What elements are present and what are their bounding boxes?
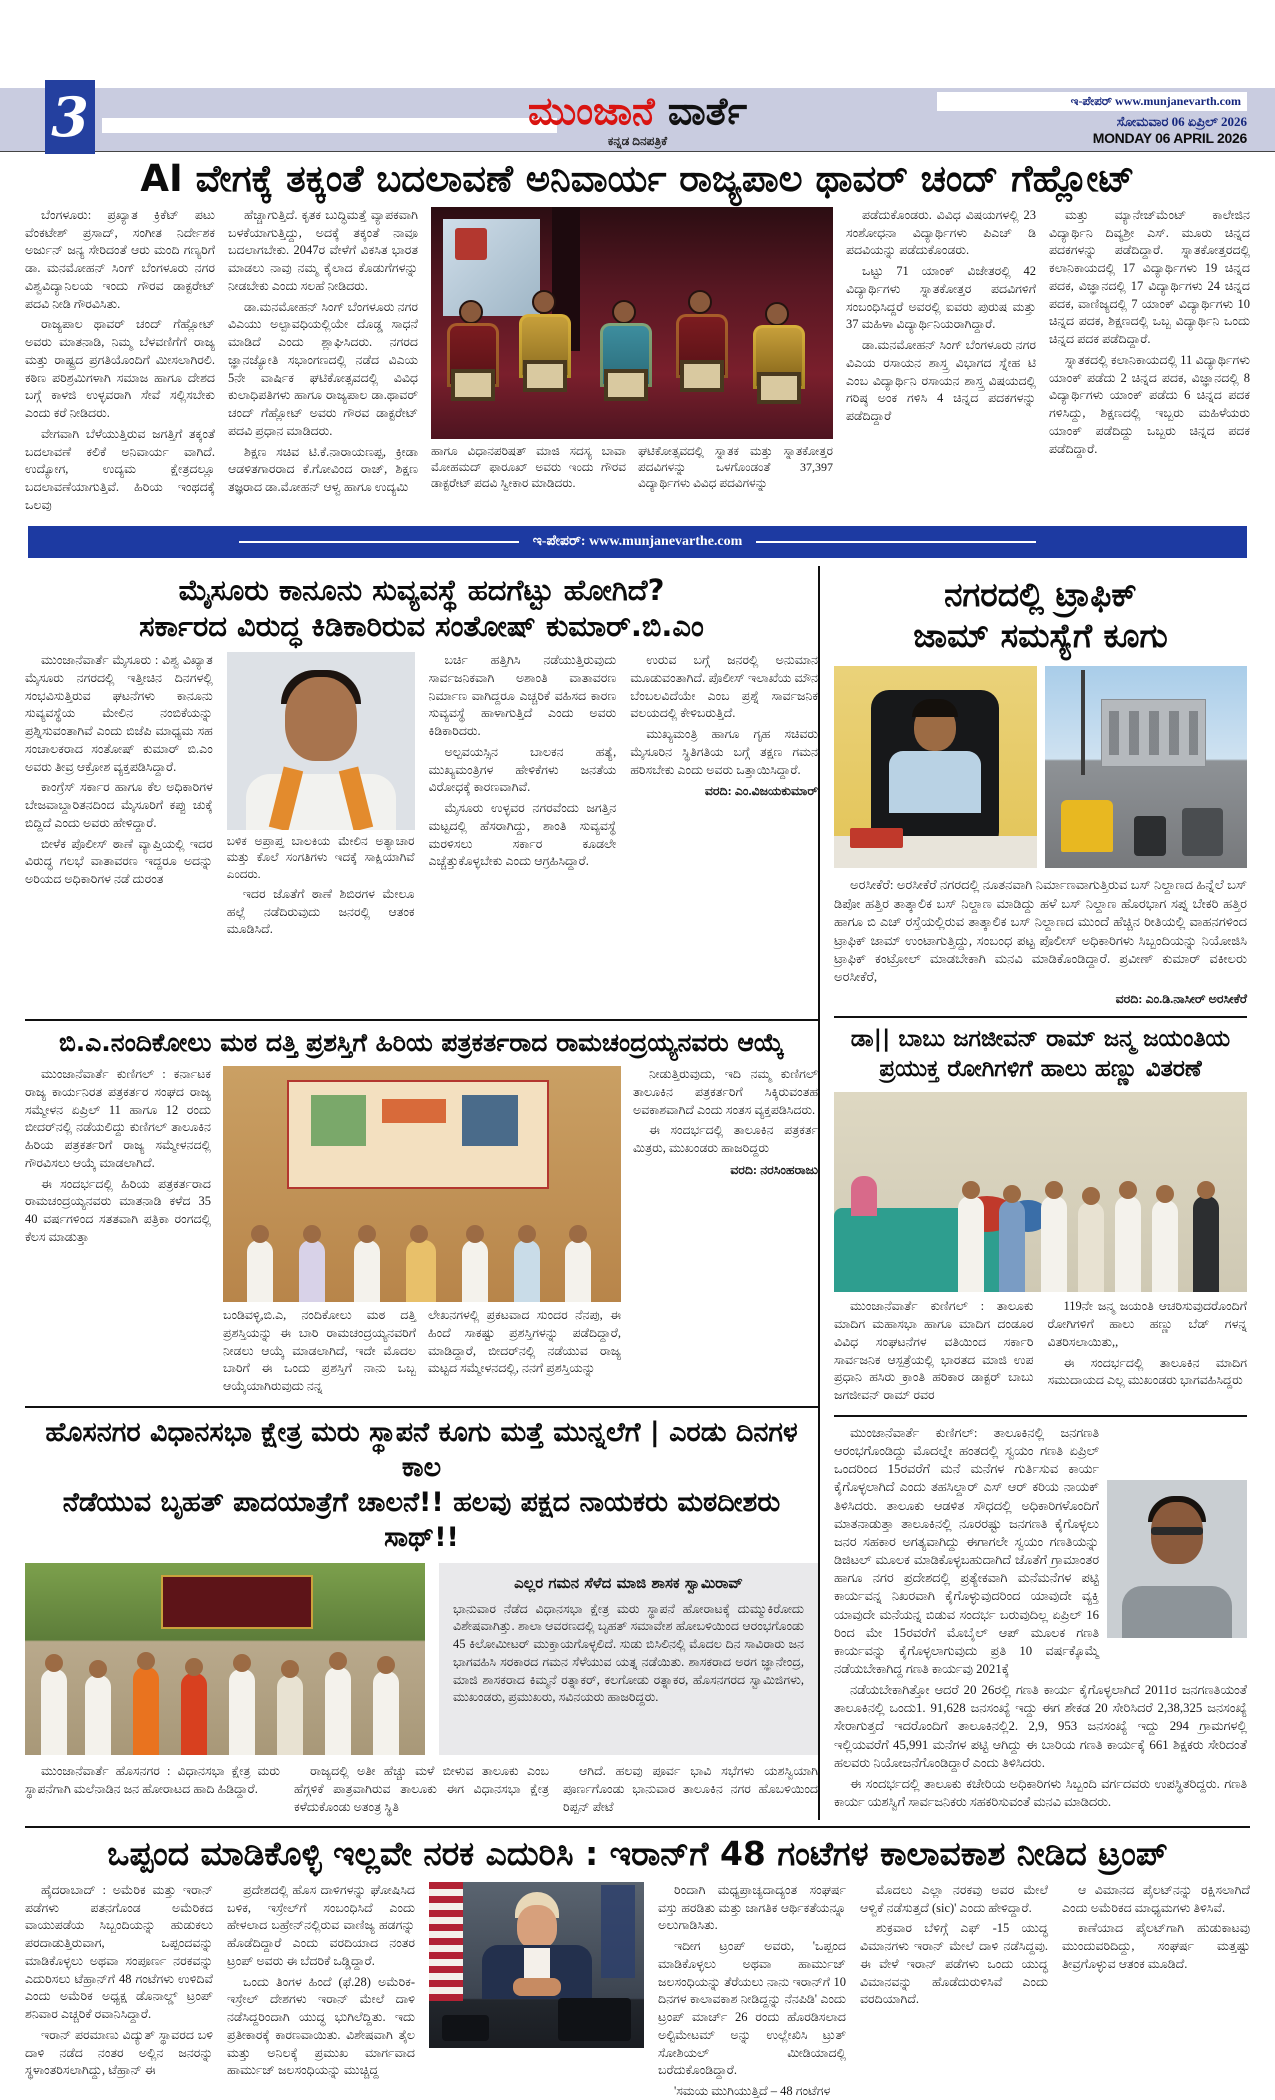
ai-col-5 bbox=[1049, 207, 1250, 518]
paragraph: ಹೈದರಾಬಾದ್ : ಅಮೆರಿಕ ಮತ್ತು ಇರಾನ್ ಪಡೆಗಳು ಪತನಗೊಂಡ ಅಮೆರಿಕದ ವಾಯುಪಡೆಯ ಸಿಬ್ಬಂದಿಯನ್ನು ಹುಡುಕಲು ಪರದಾಡುತ್ತಿರುವಾಗ, ಒಪ್ಪಂದವನ್ನು ಮಾಡಿಕೊಳ್ಳಲು ಅಥವಾ ಸಂಪೂರ್ಣ ನರಕವನ್ನು ಎದುರಿಸಲು ಟೆಹ್ರಾನ್‌ಗೆ 48 ಗಂಟೆಗಳು ಉಳಿದಿವೆ ಎಂದು ಅಮೆರಿಕ ಅಧ್ಯಕ್ಷ ಡೊನಾಲ್ಡ್ ಟ್ರಂಪ್ ಶನಿವಾರ ಎಚ್ಚರಿಕೆ ರವಾನಿಸಿದ್ದಾರೆ. bbox=[25, 1882, 213, 2022]
paragraph: ಒಟ್ಟು 71 ಯಾಂಕ್ ವಿಜೇತರಲ್ಲಿ 42 ವಿದ್ಯಾರ್ಥಿಗಳು ಸ್ನಾತಕೋತ್ತರ ಪದವಿಗಳಿಗೆ ಸಂಬಂಧಿಸಿದ್ದರೆ ಅವರಲ್ಲಿ ಐವರು ಪುರುಷ ಮತ್ತು 37 ಮಹಿಳಾ ವಿದ್ಯಾರ್ಥಿನಿಯರಾಗಿದ್ದಾರೆ. bbox=[846, 264, 1036, 332]
article-traffic bbox=[834, 574, 1247, 1009]
nandikolu-headline: ಬಿ.ಎ.ನಂದಿಕೋಲು ಮಠ ದತ್ತಿ ಪ್ರಶಸ್ತಿಗೆ ಹಿರಿಯ ಪತ್ರಕರ್ತರಾದ ರಾಮಚಂದ್ರಯ್ಯನವರು ಆಯ್ಕೆ bbox=[58, 1028, 785, 1058]
paper-title-black: ವಾರ್ತೆ bbox=[667, 89, 748, 133]
paragraph: ಉರುವ ಬಗ್ಗೆ ಜನರಲ್ಲಿ ಅನುಮಾನ ಮೂಡುವಂತಾಗಿದೆ. ಪೊಲೀಸ್ ಇಲಾಖೆಯ ಮೌನ ಬೆಂಬಲವಿದೆಯೇ ಎಂಬ ಪ್ರಶ್ನೆ ಸಾರ್ವಜನಿಕ ವಲಯದಲ್ಲಿ ಕೇಳಿಬರುತ್ತಿದೆ. bbox=[630, 653, 818, 721]
paragraph: ಮುಂಜಾನೆವಾರ್ತೆ ಕುಣಿಗಲ್ : ತಾಲೂಕು ಮಾದಿಗ ಮಹಾಸಭಾ ಹಾಗೂ ಮಾದಿಗ ದಂಡೂರ ವಿವಿಧ ಸಂಘಟನೆಗಳ ವತಿಯಿಂದ ಸರ್ಕಾರಿ ಸಾರ್ವಜನಿಕ ಆಸ್ಪತ್ರೆಯಲ್ಲಿ ಭಾರತದ ಮಾಜಿ ಉಪ ಪ್ರಧಾನಿ ಹಸಿರು ಕ್ರಾಂತಿ ಹರಿಕಾರ ಡಾಕ್ಟರ್ ಬಾಬು ಜಗಜೀವನ್ ರಾಮ್ ರವರ bbox=[834, 1299, 1034, 1403]
hospital-headline-line1: ಡಾ|| ಬಾಬು ಜಗಜೀವನ್ ರಾಮ್ ಜನ್ಮ ಜಯಂತಿಯ bbox=[850, 1025, 1231, 1052]
hosanagara-headline-line1: ಹೊಸನಗರ ವಿಧಾನಸಭಾ ಕ್ಷೇತ್ರ ಮರು ಸ್ಥಾಪನೆ ಕೂಗು ಮತ್ತೆ ಮುನ್ನಲೆಗೆ | ಎರಡು ದಿನಗಳ ಕಾಲ bbox=[45, 1416, 798, 1484]
mysuru-col-3 bbox=[429, 652, 617, 1012]
paragraph: ವೇಗವಾಗಿ ಬೆಳೆಯುತ್ತಿರುವ ಜಗತ್ತಿಗೆ ತಕ್ಕಂತೆ ಬದಲಾವಣೆ ಕಲಿಕೆ ಅನಿವಾರ್ಯ ವಾಗಿದೆ. ಉದ್ಯೋಗ, ಉದ್ಯಮ ಕ್ಷೇತ್ರದಲ್ಲೂ ಬದಲಾವಣೆಯಾಗುತ್ತಿವೆ. ಹಿರಿಯ ಇಂಥದಕ್ಕೆ ಒಲವು bbox=[25, 426, 215, 512]
paragraph: 119ನೇ ಜನ್ಮ ಜಯಂತಿ ಆಚರಿಸುವುದರೊಂದಿಗೆ ರೋಗಿಗಳಿಗೆ ಹಾಲು ಹಣ್ಣು ಬೆಡ್ ಗಳನ್ನ ವಿತರಿಸಲಾಯಿತು,, bbox=[1047, 1299, 1247, 1349]
paragraph: ಬೀಳೆಕ ಪೊಲೀಸ್ ಠಾಣೆ ವ್ಯಾಪ್ತಿಯಲ್ಲಿ ಇದರ ವಿರುದ್ಧ ಗಲಭೆ ವಾತಾವರಣ ಇದ್ದರೂ ಅದನ್ನು ಅರಿಯದ ಅಧಿಕಾರಿಗಳ ನಡೆ ದುರಂತ bbox=[25, 836, 213, 887]
paragraph: ಡಾ.ಮನಮೋಹನ್ ಸಿಂಗ್ ಬೆಂಗಳೂರು ನಗರ ವಿಎಯು ಅಲ್ಪಾವಧಿಯಲ್ಲಿಯೇ ದೊಡ್ಡ ಸಾಧನೆ ಮಾಡಿದೆ ಎಂದು ಶ್ಲಾಘಿಸಿದರು. ನಗರದ ಜ್ಞಾನಜ್ಯೋತಿ ಸಭಾಂಗಣದಲ್ಲಿ ನಡೆದ ವಿಎಯ 5ನೇ ವಾರ್ಷಿಕ ಘಟಿಕೋತ್ಸವದಲ್ಲಿ ವಿವಿಧ ಕುಲಾಧಿಪತಿಗಳು ಹಾಗೂ ರಾಜ್ಯಪಾಲ ಡಾ.ಥಾವರ್ ಚಂದ್ ಗೆಹ್ಲೋಟ್ ಅವರು ಗೌರವ ಡಾಕ್ಟರೇಟ್ ಪದವಿ ಪ್ರಧಾನ ಮಾಡಿದರು. bbox=[228, 299, 418, 438]
masthead bbox=[0, 0, 1275, 155]
convocation-stage-photo bbox=[431, 207, 833, 439]
byline: ವರದಿ: ನರಸಿಂಹರಾಜು bbox=[730, 1162, 818, 1177]
paper-title-red: ಮುಂಜಾನೆ bbox=[527, 89, 655, 133]
hosanagara-col-2 bbox=[294, 1763, 549, 1819]
trump-photo-block bbox=[429, 1882, 644, 2100]
article-hosanagara bbox=[25, 1415, 818, 1820]
trump-col-1 bbox=[25, 1882, 213, 2100]
banner-line-left bbox=[239, 541, 519, 543]
paragraph: ಮುಂಜಾನೆವಾರ್ತೆ ಹೊಸನಗರ : ವಿಧಾನಸಭಾ ಕ್ಷೇತ್ರ ಮರು ಸ್ಥಾಪನೆಗಾಗಿ ಮಲೆನಾಡಿನ ಜನ ಹೋರಾಟದ ಹಾದಿ ಹಿಡಿದ್ದಾರೆ. bbox=[25, 1764, 280, 1797]
award-felicitation-group-photo bbox=[223, 1066, 621, 1302]
banner-line-right bbox=[756, 541, 1036, 543]
mysuru-headline-line2: ಸರ್ಕಾರದ ವಿರುದ್ಧ ಕಿಡಿಕಾರಿರುವ ಸಂತೋಷ್ ಕುಮಾರ್.ಬಿ.ಎಂ bbox=[139, 608, 704, 643]
traffic-street-photo bbox=[1045, 666, 1248, 868]
nandikolu-col-1 bbox=[25, 1066, 211, 1399]
mysuru-col-4 bbox=[630, 652, 818, 1012]
paragraph: ಮುಂಜಾನೆವಾರ್ತೆ ಮೈಸೂರು : ವಿಶ್ವ ವಿಖ್ಯಾತ ಮೈಸೂರು ನಗರದಲ್ಲಿ ಇತ್ತೀಚಿನ ದಿನಗಳಲ್ಲಿ ಸಂಭವಿಸುತ್ತಿರುವ ಘಟನೆಗಳು ಕಾನೂನು ಸುವ್ಯವಸ್ಥೆಯ ಮೇಲಿನ ನಂಬಿಕೆಯನ್ನು ಪ್ರಶ್ನಿಸುವಂತಾಗಿವೆ ಎಂದು ಬಿಜೆಪಿ ಮಾಧ್ಯಮ ಸಹ ಸಂಚಾಲಕರಾದ ಸಂತೋಷ್ ಕುಮಾರ್ ಬಿ.ಎಂ ಅವರು ತೀವ್ರ ಆಕ್ರೋಶ ವ್ಯಕ್ತಪಡಿಸಿದ್ದಾರೆ. bbox=[25, 653, 213, 774]
hospital-col-2 bbox=[1048, 1298, 1248, 1408]
trump-col-6 bbox=[1062, 1882, 1250, 2100]
traffic-headline-line1: ನಗರದಲ್ಲಿ ಟ್ರಾಫಿಕ್ bbox=[944, 574, 1137, 614]
paragraph: ಕಾಂಗ್ರೆಸ್ ಸರ್ಕಾರ ಹಾಗೂ ಕೆಲ ಅಧಿಕಾರಿಗಳ ಬೇಜವಾಬ್ದಾರಿತನದಿಂದ ಮೈಸೂರಿಗೆ ಕಪ್ಪು ಚುಕ್ಕೆ ಬಿದ್ದಿದೆ ಎಂದು ಅವರು ಹೇಳಿದ್ದಾರೆ. bbox=[25, 780, 213, 830]
ai-caption-row bbox=[431, 439, 833, 492]
article-census bbox=[834, 1424, 1247, 1811]
traffic-headline bbox=[834, 574, 1247, 657]
hosanagara-col-1 bbox=[25, 1763, 280, 1819]
trump-col-5 bbox=[860, 1882, 1048, 2100]
paragraph: ಬೆಂಗಳೂರು: ಪ್ರಖ್ಯಾತ ಕ್ರಿಕೆಟ್ ಪಟು ವೆಂಕಟೇಶ್ ಪ್ರಸಾದ್, ಸಂಗೀತ ನಿರ್ದೇಶಕ ಅರ್ಜುನ್ ಜನ್ಯ ಸೇರಿದಂತೆ ಆರು ಮಂದಿ ಗಣ್ಯರಿಗೆ ಡಾ. ಮನಮೋಹನ್ ಸಿಂಗ್ ಬೆಂಗಳೂರು ನಗರ ವಿಶ್ವವಿದ್ಯಾನಿಲಯ ಇಂದು ಗೌರವ ಡಾಕ್ಟರೇಟ್ ಪದವಿ ನೀಡಿ ಗೌರವಿಸಿತು. bbox=[25, 207, 215, 311]
paragraph: 'ಸಮಯ ಮುಗಿಯುತ್ತಿದೆ – 48 ಗಂಟೆಗಳ bbox=[674, 2084, 831, 2099]
paragraph: ಡಾ.ಮನಮೋಹನ್ ಸಿಂಗ್ ಬೆಂಗಳೂರು ನಗರ ವಿಎಯ ರಸಾಯನ ಶಾಸ್ತ್ರ ವಿಭಾಗದ ಸ್ನೇಹ ಟಿ ಎಂಬ ವಿದ್ಯಾರ್ಥಿನಿ ರಸಾಯನ ಶಾಸ್ತ್ರ ವಿಷಯದಲ್ಲಿ ಗರಿಷ್ಠ ಅಂಕ ಗಳಿಸಿ 4 ಚಿನ್ನದ ಪದಕಗಳನ್ನು ಪಡೆದಿದ್ದಾರೆ bbox=[846, 338, 1036, 424]
byline: ವರದಿ: ಎಂ.ವಿಜಯಕುಮಾರ್ bbox=[704, 784, 818, 799]
paragraph: ಇರಾನ್ ಪರಮಾಣು ವಿದ್ಯುತ್ ಸ್ಥಾವರದ ಬಳಿ ದಾಳಿ ನಡೆದ ನಂತರ ಅಲ್ಲಿನ ಜನರನ್ನು ಸ್ಥಳಾಂತರಿಸಲಾಗಿದ್ದು, ಟೆಹ್ರಾನ್ ಈ bbox=[25, 2027, 213, 2078]
photo-caption: ಘಟಿಕೋತ್ಸವದಲ್ಲಿ ಸ್ನಾತಕ ಮತ್ತು ಸ್ನಾತಕೋತ್ತರ ಪದವಿಗಳನ್ನು ಒಳಗೊಂಡಂತೆ 37,397 ವಿದ್ಯಾರ್ಥಿಗಳು ವಿವಿಧ ಪದವಿಗಳನ್ನು bbox=[638, 443, 833, 491]
paragraph: ಇದರ ಜೊತೆಗೆ ಠಾಣೆ ಶಿಬಿರಗಳ ಮೇಲೂ ಹಲ್ಲೆ ನಡೆದಿರುವುದು ಜನರಲ್ಲಿ ಆತಂಕ ಮೂಡಿಸಿದೆ. bbox=[226, 886, 415, 937]
paragraph: ಶಿಕ್ಷಣ ಸಚಿವ ಟಿ.ಕೆ.ನಾರಾಯಣಪ್ಪ, ಕ್ರೀಡಾ ಆಡಳಿತಗಾರರಾದ ಕೆ.ಗೋವಿಂದ ರಾಜ್, ಶಿಕ್ಷಣ ತಜ್ಞರಾದ ಡಾ.ಮೋಹನ್ ಆಳ್ವ ಹಾಗೂ ಉದ್ಯಮಿ bbox=[228, 444, 418, 495]
paragraph: ಆ ವಿಮಾನದ ಪೈಲಟ್‌ನನ್ನು ರಕ್ಷಿಸಲಾಗಿದೆ ಎಂದು ಅಮೆರಿಕದ ಮಾಧ್ಯಮಗಳು ತಿಳಿಸಿವೆ. bbox=[1062, 1882, 1250, 1915]
paragraph: ಮುಂಜಾನೆವಾರ್ತೆ ಕುಣಿಗಲ್: ತಾಲೂಕಿನಲ್ಲಿ ಜನಗಣತಿ ಆರಂಭಗೊಂಡಿದ್ದು ಮೊದಲ್ನೇ ಹಂತದಲ್ಲಿ ಸ್ವಯಂ ಗಣತಿ ಏಪ್ರಿಲ್ ಒಂದರಿಂದ 15ರವರೆಗೆ ಮನೆ ಮನೆಗಳ ಗುರ್ತಿಸುವ ಕಾರ್ಯ ಕೈಗೊಳ್ಳಲಾಗಿದೆ ಎಂದು ತಹಸಿಲ್ದಾರ್ ಎಸ್ ಆರ್ ಕರಿಯ ನಾಯಕ್ ತಿಳಿಸಿದರು. ತಾಲೂಕು ಆಡಳಿತ ಸೌಧದಲ್ಲಿ ಅಧಿಕಾರಿಗಳೊಂದಿಗೆ ಮಾತನಾಡುತ್ತಾ ತಾಲೂಕಿನಲ್ಲಿ ನೂರರಷ್ಟು ಜನಗಣತಿ ಕೈಗೊಳ್ಳಲು ಜನರ ಸಹಕಾರ ಅಗತ್ಯವಾಗಿದ್ದು ಈಗಾಗಲೇ ಸ್ವಯಂ ಗಣತಿಯನ್ನು ಡಿಜಿಟಲ್ ಮೂಲಕ ಮಾಡಿಕೊಳ್ಳಬಹುದಾಗಿದೆ ಜೊತೆಗೆ ಗ್ರಾಮಾಂತರ ಹಾಗೂ ನಗರ ಪ್ರದೇಶದಲ್ಲಿ ಪ್ರತ್ಯೇಕವಾಗಿ ಮನೆಮನೆಗಳ ಪಟ್ಟಿ ಕಾರ್ಯವನ್ನ ನಿಖರವಾಗಿ ಕೈಗೊಳ್ಳುವುದರಿಂದ ಯಾವುದೇ ವ್ಯಕ್ತಿ ಯಾವುದೇ ಮನೆಯನ್ನ ಬಿಡುವ ಸಂದರ್ಭ ಬರುವುದಿಲ್ಲ ಏಪ್ರಿಲ್ 16 ರಿಂದ ಮೇ 15ರವರೆಗೆ ಮೊಬೈಲ್ ಆಪ್ ಮೂಲಕ ಗಣತಿ ಕಾರ್ಯವನ್ನು ಕೈಗೊಳ್ಳಲಾಗುವುದು ಪ್ರತಿ 10 ವರ್ಷಕ್ಕೊಮ್ಮೆ ನಡೆಯಬೇಕಾಗಿದ್ದ ಗಣತಿ ಕಾರ್ಯವು 2021ಕ್ಕೆ bbox=[834, 1425, 1099, 1676]
paragraph: ಈ ಸಂದರ್ಭದಲ್ಲಿ ಹಿರಿಯ ಪತ್ರಕರ್ತರಾದ ರಾಮಚಂದ್ರಯ್ಯನವರು ಮಾತನಾಡಿ ಕಳೆದ 35 40 ವರ್ಷಗಳಿಂದ ಸತತವಾಗಿ ಪತ್ರಿಕಾ ರಂಗದಲ್ಲಿ ಕೆಲಸ ಮಾಡುತ್ತಾ bbox=[25, 1176, 211, 1244]
epaper-banner bbox=[28, 526, 1247, 558]
paragraph: ಶುಕ್ರವಾರ ಬೆಳಿಗ್ಗೆ ಎಫ್ -15 ಯುದ್ಧ ವಿಮಾನಗಳು ಇರಾನ್ ಮೇಲೆ ದಾಳಿ ನಡೆಸಿದ್ದವು. ಈ ವೇಳೆ ಇರಾನ್ ಪಡೆಗಳು ಒಂದು ಯುದ್ಧ ವಿಮಾನವನ್ನು ಹೊಡೆದುರುಳಿಸಿವೆ ಎಂದು ವರದಿಯಾಗಿದೆ. bbox=[860, 1921, 1048, 2007]
masthead-title-block bbox=[527, 89, 748, 149]
article-trump bbox=[0, 1833, 1275, 2100]
trump-desk-photo bbox=[429, 1882, 644, 2048]
ai-photo-block bbox=[431, 207, 833, 518]
paragraph: ಮುಂಜಾನೆವಾರ್ತೆ ಕುಣಿಗಲ್ : ಕರ್ನಾಟಕ ರಾಜ್ಯ ಕಾರ್ಯನಿರತ ಪತ್ರಕರ್ತರ ಸಂಘದ ರಾಜ್ಯ ಸಮ್ಮೇಳನ ಏಪ್ರಿಲ್ 11 ಹಾಗೂ 12 ರಂದು ಬೀದರ್‌ನಲ್ಲಿ ನಡೆಯಲಿದ್ದು ಕುಣಿಗಲ್ ತಾಲೂಕಿನ ಹಿರಿಯ ಪತ್ರಕರ್ತರಿಗೆ ರಾಜ್ಯ ಸಮ್ಮೇಳನದಲ್ಲಿ ಗೌರವಿಸಲು ಆಯ್ಕೆ ಮಾಡಲಾಗಿದೆ. bbox=[25, 1067, 211, 1170]
paragraph: ಈ ಸಂದರ್ಭದಲ್ಲಿ ತಾಲೂಕಿನ ಪತ್ರಕರ್ತ ಮಿತ್ರರು, ಮುಖಂಡರು ಹಾಜರಿದ್ದರು bbox=[633, 1123, 818, 1156]
ai-headline: AI ವೇಗಕ್ಕೆ ತಕ್ಕಂತೆ ಬದಲಾವಣೆ ಅನಿವಾರ್ಯ ರಾಜ್ಯಪಾಲ ಥಾವರ್ ಚಂದ್ ಗೆಹ್ಲೋಟ್ bbox=[140, 157, 1135, 200]
paragraph: ಅಲ್ಪವಯಸ್ಸಿನ ಬಾಲಕನ ಹತ್ಯೆ, ಮುಖ್ಯಮಂತ್ರಿಗಳ ಹೇಳಿಕೆಗಳು ಜನತೆಯ ವಿರೋಧಕ್ಕೆ ಕಾರಣವಾಗಿವೆ. bbox=[428, 744, 617, 795]
section-divider bbox=[25, 1019, 818, 1021]
paragraph: ಈ ಸಂದರ್ಭದಲ್ಲಿ ತಾಲೂಕಿನ ಮಾದಿಗ ಸಮುದಾಯದ ಎಲ್ಲ ಮುಖಂಡರು ಭಾಗವಹಿಸಿದ್ದರು bbox=[1047, 1355, 1247, 1388]
mysuru-col-2 bbox=[227, 652, 415, 1012]
paper-tagline: ಕನ್ನಡ ದಿನಪತ್ರಿಕೆ bbox=[607, 134, 668, 148]
trump-col-4 bbox=[658, 1882, 846, 2100]
paragraph: ಸ್ನಾತಕದಲ್ಲಿ ಕಲಾನಿಕಾಯದಲ್ಲಿ 11 ವಿದ್ಯಾರ್ಥಿಗಳು ಯಾಂಕ್ ಪಡೆದು 2 ಚಿನ್ನದ ಪದಕ, ವಿಜ್ಞಾನದಲ್ಲಿ 8 ವಿದ್ಯಾರ್ಥಿಗಳು ಯಾಂಕ್ ಪಡೆದು 6 ಚಿನ್ನದ ಪದಕ ಗಳಿಸಿದ್ದು, ಶಿಕ್ಷಣದಲ್ಲಿ ಇಬ್ಬರು ಮಹಿಳೆಯರು ಯಾಂಕ್ ಪಡೆದಿದ್ದು ಒಬ್ಬರು ಚಿನ್ನದ ಪದಕ ಪಡೆದಿದ್ದಾರೆ. bbox=[1049, 352, 1250, 456]
officer-at-desk-photo bbox=[834, 666, 1037, 868]
ai-col-1 bbox=[25, 207, 215, 518]
page-number-text: 3 bbox=[51, 85, 89, 149]
epaper-url: ಇ-ಪೇಪರ್ www.munjanevarth.com bbox=[937, 92, 1247, 111]
paragraph: ನೀಡುತ್ತಿರುವುದು, ಇದಿ ನಮ್ಮ ಕುಣಿಗಲ್ ತಾಲೂಕಿನ ಪತ್ರಕರ್ತರಿಗೆ ಸಿಕ್ಕಿರುವಂತಹ ಅವಕಾಶವಾಗಿದೆ ಎಂದು ಸಂತಸ ವ್ಯಕ್ತಪಡಿಸಿದರು. bbox=[633, 1067, 818, 1117]
paragraph: ರಿಂದಾಗಿ ಮಧ್ಯಪ್ರಾಚ್ಯದಾದ್ಯಂತ ಸಂಘರ್ಷ ವಸ್ತು ಹರಡಿತು ಮತ್ತು ಜಾಗತಿಕ ಆರ್ಥಿಕತೆಯನ್ನೂ ಅಲುಗಾಡಿಸಿತು. bbox=[658, 1882, 846, 1933]
byline: ವರದಿ: ಎಂ.ಡಿ.ನಾಸೀರ್ ಅರಸೀಕೆರೆ bbox=[1115, 991, 1247, 1006]
hosanagara-highlight-box bbox=[439, 1563, 818, 1755]
date-kannada: ಸೋಮವಾರ 06 ಏಪ್ರಿಲ್ 2026 bbox=[1116, 114, 1247, 129]
mysuru-photo-caption: ಬಳಿಕ ಅಪ್ರಾಪ್ತ ಬಾಲಕಿಯ ಮೇಲಿನ ಅತ್ಯಾಚಾರ ಮತ್ತು ಕೊಲೆ ಸಂಗತಿಗಳು ಇದಕ್ಕೆ ಸಾಕ್ಷಿಯಾಗಿವೆ ಎಂದರು. bbox=[226, 834, 415, 881]
nandikolu-mid-col-2 bbox=[428, 1307, 621, 1399]
nandikolu-photo-block bbox=[223, 1066, 621, 1399]
hosanagara-headline-line2: ನೆಡೆಯುವ ಬೃಹತ್ ಪಾದಯಾತ್ರೆಗೆ ಚಾಲನೆ!! ಹಲವು ಪಕ್ಷದ ನಾಯಕರು ಮಠದೀಶರು ಸಾಥ್!! bbox=[62, 1487, 781, 1554]
page-number bbox=[45, 80, 95, 154]
paragraph: ಪ್ರದೇಶದಲ್ಲಿ ಹೊಸ ದಾಳಿಗಳನ್ನು ಘೋಷಿಸಿದ ಬಳಿಕ, ಇಸ್ರೇಲ್‌ಗೆ ಸಂಬಂಧಿಸಿದೆ ಎಂದು ಹೇಳಲಾದ ಬಹ್ರೇನ್‌ನಲ್ಲಿರುವ ವಾಣಿಜ್ಯ ಹಡಗನ್ನು ಹೊಡೆದಿದ್ದಾರೆ ಎಂದು ವರದಿಯಾದ ನಂತರ ಟ್ರಂಪ್ ಅವರು ಈ ಬೆದರಿಕೆ ಒಡ್ಡಿದ್ದಾರೆ. bbox=[227, 1882, 415, 1968]
nandikolu-col-4 bbox=[633, 1066, 818, 1399]
section-divider bbox=[25, 1826, 1250, 1828]
mysuru-headline-line1: ಮೈಸೂರು ಕಾನೂನು ಸುವ್ಯವಸ್ಥೆ ಹದಗೆಟ್ಟು ಹೋಗಿದೆ? bbox=[178, 572, 665, 607]
paragraph: ನಡೆಯಬೇಕಾಗಿತ್ತೋ ಆದರೆ 20 26ರಲ್ಲಿ ಗಣತಿ ಕಾರ್ಯ ಕೈಗೊಳ್ಳಲಾಗಿದೆ 2011ರ ಜನಗಣತಿಯಂತೆ ತಾಲೂಕಿನಲ್ಲಿ ಒಂದು1. 91,628 ಜನಸಂಖ್ಯೆ ಇದ್ದು ಈಗ ಶೇಕಡ 20 ಸೇರಿಸಿದರೆ 2,38,325 ಜನಸಂಖ್ಯೆ ಸೇರಾಗುತ್ತದೆ ಇದರೊಂದಿಗೆ ತಾಲೂಕಿನಲ್ಲಿ2. 2,9, 953 ಜನಸಂಖ್ಯೆ ಇದ್ದು 294 ಗ್ರಾಮಗಳಲ್ಲಿ ಇಲ್ಲಿಯವರೆಗೆ 45,991 ಮನೆಗಳ ಪಟ್ಟಿ ಆಗಿದ್ದು ಈ ಬಾರಿಯ ಗಣತಿ ಕಾರ್ಯಕ್ಕೆ 661 ಶಿಕ್ಷಕರು ಸೇರಿದಂತೆ ಹಲವರು ನಿಯೋಜನೆಗೊಂಡಿದ್ದಾರೆ ಎಂದು ತಿಳಿಸಿದರು. bbox=[834, 1683, 1247, 1770]
hosanagara-col-3 bbox=[563, 1763, 818, 1819]
article-nandikolu bbox=[25, 1028, 818, 1399]
traffic-body bbox=[834, 876, 1247, 1008]
paragraph: ಕಾಣೆಯಾದ ಪೈಲಟ್‌ಗಾಗಿ ಹುಡುಕಾಟವು ಮುಂದುವರಿದಿದ್ದು, ಸಂಘರ್ಷ ಮತ್ತಷ್ಟು ತೀವ್ರಗೊಳ್ಳುವ ಆತಂಕ ಮೂಡಿದೆ. bbox=[1062, 1921, 1250, 1971]
photo-caption: ಹಾಗೂ ವಿಧಾನಪರಿಷತ್ ಮಾಜಿ ಸದಸ್ಯ ಬಾವಾ ಮೋಹಮದ್ ಫಾರೂಖ್ ಅವರು ಇಂದು ಗೌರವ ಡಾಕ್ಟರೇಟ್ ಪದವಿ ಸ್ವೀಕಾರ ಮಾಡಿದರು. bbox=[431, 443, 626, 491]
section-divider bbox=[25, 1406, 818, 1408]
paragraph: ಲೇಖನಗಳಲ್ಲಿ ಪ್ರಕಟವಾದ ಸುಂದರ ನೆನಪು, ಈ ಹಿಂದೆ ಸಾಕಷ್ಟು ಪ್ರಶಸ್ತಿಗಳನ್ನು ಪಡೆದಿದ್ದಾರೆ, ಮಾಡಿದ್ದಾರೆ, ಬೀದರ್‌ನಲ್ಲಿ ನಡೆಯುವ ರಾಜ್ಯ ಮಟ್ಟದ ಸಮ್ಮೇಳನದಲ್ಲಿ, ನನಗೆ ಪ್ರಶಸ್ತಿಯನ್ನು bbox=[428, 1308, 621, 1376]
paragraph: ಮುಖ್ಯಮಂತ್ರಿ ಹಾಗೂ ಗೃಹ ಸಚಿವರು ಮೈಸೂರಿನ ಸ್ಥಿತಿಗತಿಯ ಬಗ್ಗೆ ತಕ್ಷಣ ಗಮನ ಹರಿಸಬೇಕು ಎಂದು ಅವರು ಒತ್ತಾಯಿಸಿದ್ದಾರೆ. bbox=[630, 727, 818, 777]
paragraph: ಇದೀಗ ಟ್ರಂಪ್ ಅವರು, 'ಒಪ್ಪಂದ ಮಾಡಿಕೊಳ್ಳಲು ಅಥವಾ ಹಾರ್ಮುಜ್ ಜಲಸಂಧಿಯನ್ನು ತೆರೆಯಲು ನಾನು ಇರಾನ್‌ಗೆ 10 ದಿನಗಳ ಕಾಲಾವಕಾಶ ನೀಡಿದ್ದನ್ನು ನೆನಪಿಡಿ' ಎಂದು ಟ್ರಂಪ್ ಮಾರ್ಚ್ 26 ರಂದು ಹೊರಡಿಸಲಾದ ಅಲ್ಟಿಮೇಟಮ್ ಅನ್ನು ಉಲ್ಲೇಖಿಸಿ ಟ್ರುತ್ ಸೋಶಿಯಲ್ ಮೀಡಿಯಾದಲ್ಲಿ ಬರೆದುಕೊಂಡಿದ್ದಾರೆ. bbox=[658, 1939, 846, 2078]
paragraph: ಬಂಡಿವಳ್ಳಿ,ಬಿ.ಎ, ನಂದಿಕೋಲು ಮಠ ದತ್ತಿ ಪ್ರಶಸ್ತಿಯನ್ನು ಈ ಬಾರಿ ರಾಮಚಂದ್ರಯ್ಯನವರಿಗೆ ನೀಡಲು ಆಯ್ಕೆ ಮಾಡಲಾಗಿದೆ, ಇದೇ ಮೊದಲ ಬಾರಿಗೆ ಈ ಒಂದು ಪ್ರಶಸ್ತಿಗೆ ನಾನು ಒಬ್ಬ ಆಯ್ಕೆಯಾಗಿರುವುದು ನನ್ನ bbox=[223, 1308, 416, 1394]
ai-body bbox=[0, 207, 1275, 518]
paragraph: ಆಗಿದೆ. ಹಲವು ಪೂರ್ವ ಭಾವಿ ಸಭೆಗಳು ಯಶಸ್ವಿಯಾಗಿ ಪೂರ್ಣಗೊಂಡು ಭಾನುವಾರ ತಾಲೂಕಿನ ನಗರ ಹೊಬಳಿಯಿಂದ ರಿಪ್ಪನ್ ಪೇಟೆ bbox=[563, 1764, 818, 1814]
traffic-headline-line2: ಜಾಮ್ ಸಮಸ್ಯೆಗೆ ಕೂಗು bbox=[913, 615, 1168, 655]
hosanagara-headline bbox=[25, 1415, 818, 1555]
paragraph: ಮೈಸೂರು ಉಳ್ಳವರ ನಗರವೆಂದು ಜಗತ್ತಿನ ಮಟ್ಟದಲ್ಲಿ ಹೆಸರಾಗಿದ್ದು, ಶಾಂತಿ ಸುವ್ಯವಸ್ಥೆ ಮರಳಿಸಲು ಸರ್ಕಾರ ಕೂಡಲೇ ಎಚ್ಚೆತ್ತುಕೊಳ್ಳಬೇಕು ಎಂದು ಆಗ್ರಹಿಸಿದ್ದಾರೆ. bbox=[428, 801, 617, 869]
paragraph: ಬರ್ಚಿ ಹತ್ತಿಗಿಸಿ ನಡೆಯುತ್ತಿರುವುದು ಸಾರ್ವಜನಿಕವಾಗಿ ಅಶಾಂತಿ ವಾತಾವರಣ ನಿರ್ಮಾಣ ವಾಗಿದ್ದರೂ ಎಚ್ಚರಿಕೆ ವಹಿಸದ ಕಾರಣ ಸುವ್ಯವಸ್ಥೆ ಹಾಳಾಗುತ್ತಿದೆ ಎಂದು ಅವರು ಕಿಡಿಕಾರಿದರು. bbox=[428, 653, 617, 739]
census-body bbox=[834, 1424, 1247, 1811]
paragraph: ಅರಸೀಕೆರೆ: ಅರಸೀಕೆರೆ ನಗರದಲ್ಲಿ ನೂತನವಾಗಿ ನಿರ್ಮಾಣವಾಗುತ್ತಿರುವ ಬಸ್ ನಿಲ್ದಾಣದ ಹಿನ್ನೆಲೆ ಬಸ್ ಡಿಪೋ ಹತ್ತಿರ ತಾತ್ಕಾಲಿಕ ಬಸ್ ನಿಲ್ದಾಣ ಮಾಡಿದ್ದು ಹಳೆ ಬಸ್ ನಿಲ್ದಾಣ ಹೊರಭಾಗ ಸಪ್ನ ಬೇಕರಿ ಹತ್ತಿರ ಹಾಗೂ ಬಿ ಎಚ್ ರಸ್ತೆಯಲ್ಲಿರುವ ತಾತ್ಕಾಲಿಕ ಬಸ್ ನಿಲ್ದಾಣದ ಮುಂದೆ ಹೆಚ್ಚಿನ ರೀತಿಯಲ್ಲಿ ವಾಹನಗಳಿಂದ ಟ್ರಾಫಿಕ್ ಜಾಮ್ ಉಂಟಾಗುತ್ತಿದ್ದು, ಸಂಬಂಧ ಪಟ್ಟ ಪೊಲೀಸ್ ಅಧಿಕಾರಿಗಳು ಸಿಬ್ಬಂದಿಯನ್ನು ನಿಯೋಜಿಸಿ ಟ್ರಾಫಿಕ್ ಕಂಟ್ರೋಲ್ ಮಾಡಬೇಕಾಗಿ ಮನವಿ ಮಾಡಿಕೊಂಡಿದ್ದಾರೆ. ಪ್ರವೀಣ್ ಕುಮಾರ್ ವಕೀಲರು ಅರಸೀಕೆರೆ, bbox=[834, 877, 1247, 985]
paragraph: ಪಡೆದುಕೊಂಡರು. ವಿವಿಧ ವಿಷಯಗಳಲ್ಲಿ 23 ಸಂಶೋಧನಾ ವಿದ್ಯಾರ್ಥಿಗಳು ಪಿಎಚ್ ಡಿ ಪದವಿಯನ್ನು ಪಡೆದುಕೊಂಡರು. bbox=[846, 207, 1036, 258]
paragraph: ಮತ್ತು ಮ್ಯಾನೇಜ್‌ಮೆಂಟ್ ಕಾಲೇಜಿನ ವಿದ್ಯಾರ್ಥಿನಿ ದಿವ್ಯಶ್ರೀ ಎಸ್. ಮೂರು ಚಿನ್ನದ ಪದಕಗಳನ್ನು ಪಡೆದಿದ್ದಾರೆ. ಸ್ನಾತಕೋತ್ತರದಲ್ಲಿ ಕಲಾನಿಕಾಯದಲ್ಲಿ 17 ವಿದ್ಯಾರ್ಥಿಗಳು 19 ಚಿನ್ನದ ಪದಕ, ವಿಜ್ಞಾನದಲ್ಲಿ 17 ವಿದ್ಯಾರ್ಥಿಗಳು 24 ಚಿನ್ನದ ಪದಕ, ವಾಣಿಜ್ಯದಲ್ಲಿ 7 ಯಾಂಕ್ ವಿದ್ಯಾರ್ಥಿಗಳು 10 ಚಿನ್ನದ ಪದಕ, ಶಿಕ್ಷಣದಲ್ಲಿ ಒಬ್ಬ ವಿದ್ಯಾರ್ಥಿನಿ ಒಂದು ಚಿನ್ನದ ಪದಕ ಪಡೆದಿದ್ದಾರೆ. bbox=[1049, 207, 1250, 347]
padayatra-group-photo bbox=[25, 1563, 425, 1755]
ai-col-4 bbox=[846, 207, 1036, 518]
middle-left-column bbox=[0, 566, 818, 1820]
paragraph: ಹೆಚ್ಚಾಗುತ್ತಿದೆ. ಕೃತಕ ಬುದ್ಧಿಮತ್ತೆ ವ್ಯಾಪಕವಾಗಿ ಬಳಕೆಯಾಗುತ್ತಿದ್ದು, ಅದಕ್ಕೆ ತಕ್ಕಂತೆ ನಾವೂ ಬದಲಾಗಬೇಕು. 2047ರ ವೇಳೆಗೆ ವಿಕಸಿತ ಭಾರತ ಮಾಡಲು ನಾವು ನಮ್ಮ ಕೈಲಾದ ಕೊಡುಗೆಗಳನ್ನು ನೀಡಬೇಕು ಎಂದು ಸಲಹೆ ನೀಡಿದರು. bbox=[228, 207, 418, 293]
paragraph: ರಾಜ್ಯದಲ್ಲಿ ಅತೀ ಹೆಚ್ಚು ಮಳೆ ಬೀಳುವ ತಾಲೂಕು ಎಂಬ ಹೆಗ್ಗಳಿಕೆ ಪಾತ್ರವಾಗಿರುವ ತಾಲೂಕು ಈಗ ವಿಧಾನಸಭಾ ಕ್ಷೇತ್ರ ಕಳೆದುಕೊಂಡು ಅತಂತ್ರ ಸ್ಥಿತಿ bbox=[294, 1764, 549, 1814]
nandikolu-mid-col-1 bbox=[223, 1307, 416, 1399]
hospital-col-1 bbox=[834, 1298, 1034, 1408]
paper-title bbox=[527, 89, 748, 133]
article-mysuru bbox=[25, 572, 818, 1013]
section-divider bbox=[834, 1415, 1247, 1417]
middle-right-column bbox=[818, 566, 1275, 1820]
highlight-box-title: ಎಲ್ಲರ ಗಮನ ಸೆಳೆದ ಮಾಜಿ ಶಾಸಕ ಸ್ವಾಮಿರಾವ್ bbox=[514, 1574, 743, 1593]
santosh-kumar-portrait-photo bbox=[227, 652, 415, 830]
paragraph: ರಾಜ್ಯಪಾಲ ಥಾವರ್ ಚಂದ್ ಗೆಹ್ಲೋಟ್ ಅವರು ಮಾತನಾಡಿ, ನಿಮ್ಮ ಬೆಳವಣಿಗೆಗೆ ರಾಜ್ಯ ಮತ್ತು ರಾಷ್ಟ್ರದ ಪ್ರಗತಿಯೊಂದಿಗೆ ಮೀಸಲಾಗಿರಲಿ. ಕಠಿಣ ಪರಿಶ್ರಮಿಗಳಾಗಿ ಸಮಾಜ ಹಾಗೂ ದೇಶದ ಬಗ್ಗೆ ಕಾಳಜಿ ಉಳ್ಳವರಾಗಿ ಸೇವೆ ಸಲ್ಲಿಸಬೇಕು ಎಂದು ಕರೆ ನೀಡಿದರು. bbox=[25, 317, 215, 421]
hospital-headline bbox=[834, 1025, 1247, 1085]
trump-headline: ಒಪ್ಪಂದ ಮಾಡಿಕೊಳ್ಳಿ ಇಲ್ಲವೇ ನರಕ ಎದುರಿಸಿ : ಇರಾನ್‌ಗೆ 48 ಗಂಟೆಗಳ ಕಾಲಾವಕಾಶ ನೀಡಿದ ಟ್ರಂಪ್ bbox=[107, 1833, 1168, 1873]
section-divider bbox=[834, 1016, 1247, 1018]
date-english: MONDAY 06 APRIL 2026 bbox=[1092, 130, 1247, 146]
tahsildar-portrait-photo bbox=[1107, 1480, 1247, 1638]
paragraph: ಒಂದು ತಿಂಗಳ ಹಿಂದೆ (ಫೆ.28) ಅಮೆರಿಕ-ಇಸ್ರೇಲ್ ದೇಶಗಳು ಇರಾನ್ ಮೇಲೆ ದಾಳಿ ನಡೆಸಿದ್ದರಿಂದಾಗಿ ಯುದ್ಧ ಭುಗಿಲೆದ್ದಿತು. ಇದು ಪ್ರತೀಕಾರಕ್ಕೆ ಕಾರಣವಾಯಿತು. ವಿಶೇಷವಾಗಿ ತೈಲ ಮತ್ತು ಅನಿಲಕ್ಕೆ ಪ್ರಮುಖ ಮಾರ್ಗವಾದ ಹಾರ್ಮುಜ್ ಜಲಸಂಧಿಯನ್ನು ಮುಚ್ಚಿದ್ದ bbox=[227, 1974, 415, 2078]
paragraph: ಮೊದಲು ಎಲ್ಲಾ ನರಕವು ಅವರ ಮೇಲೆ ಆಳ್ವಿಕೆ ನಡೆಸುತ್ತದೆ (sic)' ಎಂದು ಹೇಳಿದ್ದಾರೆ. bbox=[860, 1882, 1048, 1915]
paragraph: ಈ ಸಂದರ್ಭದಲ್ಲಿ ತಾಲೂಕು ಕಚೇರಿಯ ಅಧಿಕಾರಿಗಳು ಸಿಬ್ಬಂದಿ ವರ್ಗದವರು ಉಪಸ್ಥಿತರಿದ್ದರು. ಗಣತಿ ಕಾರ್ಯ ಯಶಸ್ವಿಗೆ ಸಾರ್ವಜನಿಕರು ಸಹಕರಿಸುವಂತೆ ಮನವಿ ಮಾಡಿದರು. bbox=[834, 1776, 1247, 1810]
hospital-ward-group-photo bbox=[834, 1092, 1247, 1292]
epaper-banner-text: ಇ-ಪೇಪರ್: www.munjanevarthe.com bbox=[532, 533, 743, 549]
article-hospital bbox=[834, 1025, 1247, 1408]
masthead-info bbox=[937, 92, 1247, 146]
mysuru-col-1 bbox=[25, 652, 213, 1012]
ai-col-2 bbox=[228, 207, 418, 518]
trump-col-2 bbox=[227, 1882, 415, 2100]
highlight-box-body: ಭಾನುವಾರ ನೆಡೆದ ವಿಧಾನಸಭಾ ಕ್ಷೇತ್ರ ಮರು ಸ್ಥಾಪನೆ ಹೋರಾಟಕ್ಕೆ ದುಮ್ಮುಕಿರೋದು ವಿಶೇಷವಾಗಿತ್ತು. ಶಾಲಾ ಆವರಣದಲ್ಲಿ ಬೃಹತ್ ಸಮಾವೇಶ ಹೋಬಳಿಯಿಂದ ಆರಂಭಗೊಂಡು 45 ಕಿಲೋಮೀಟರ್ ಮುಕ್ತಾಯಗೊಳ್ಳಲಿದೆ. ಸುಡು ಬಿಸಿಲಿನಲ್ಲಿ ಮೊದಲ ದಿನ ಸಾವಿರಾರು ಜನ ಭಾಗವಹಿಸಿ ಸರಕಾರದ ಗಮನ ಸೆಳೆಯುವ ಯತ್ನ ನಡೆಯಿತು. ಶಾಸಕರಾದ ಅರಗ ಜ್ಞಾನೇಂದ್ರ, ಮಾಜಿ ಶಾಸಕರಾದ ಕಿಮ್ಮನೆ ರತ್ನಾಕರ್, ಕಲಗೋಡು ರತ್ನಾಕರ, ಹೊಸನಗರದ ಸ್ವಾಮಿಜಿಗಳು, ಮುಖಂಡರು, ಪ್ರಮುಖರು, ಸವಿನಯರು ಹಾಜರಿದ್ದರು. bbox=[453, 1601, 804, 1705]
hospital-headline-line2: ಪ್ರಯುಕ್ತ ರೋಗಿಗಳಿಗೆ ಹಾಲು ಹಣ್ಣು ವಿತರಣೆ bbox=[879, 1055, 1202, 1082]
masthead-stripe bbox=[102, 118, 557, 133]
article-ai-convocation bbox=[0, 159, 1275, 518]
mysuru-headline bbox=[25, 572, 818, 645]
